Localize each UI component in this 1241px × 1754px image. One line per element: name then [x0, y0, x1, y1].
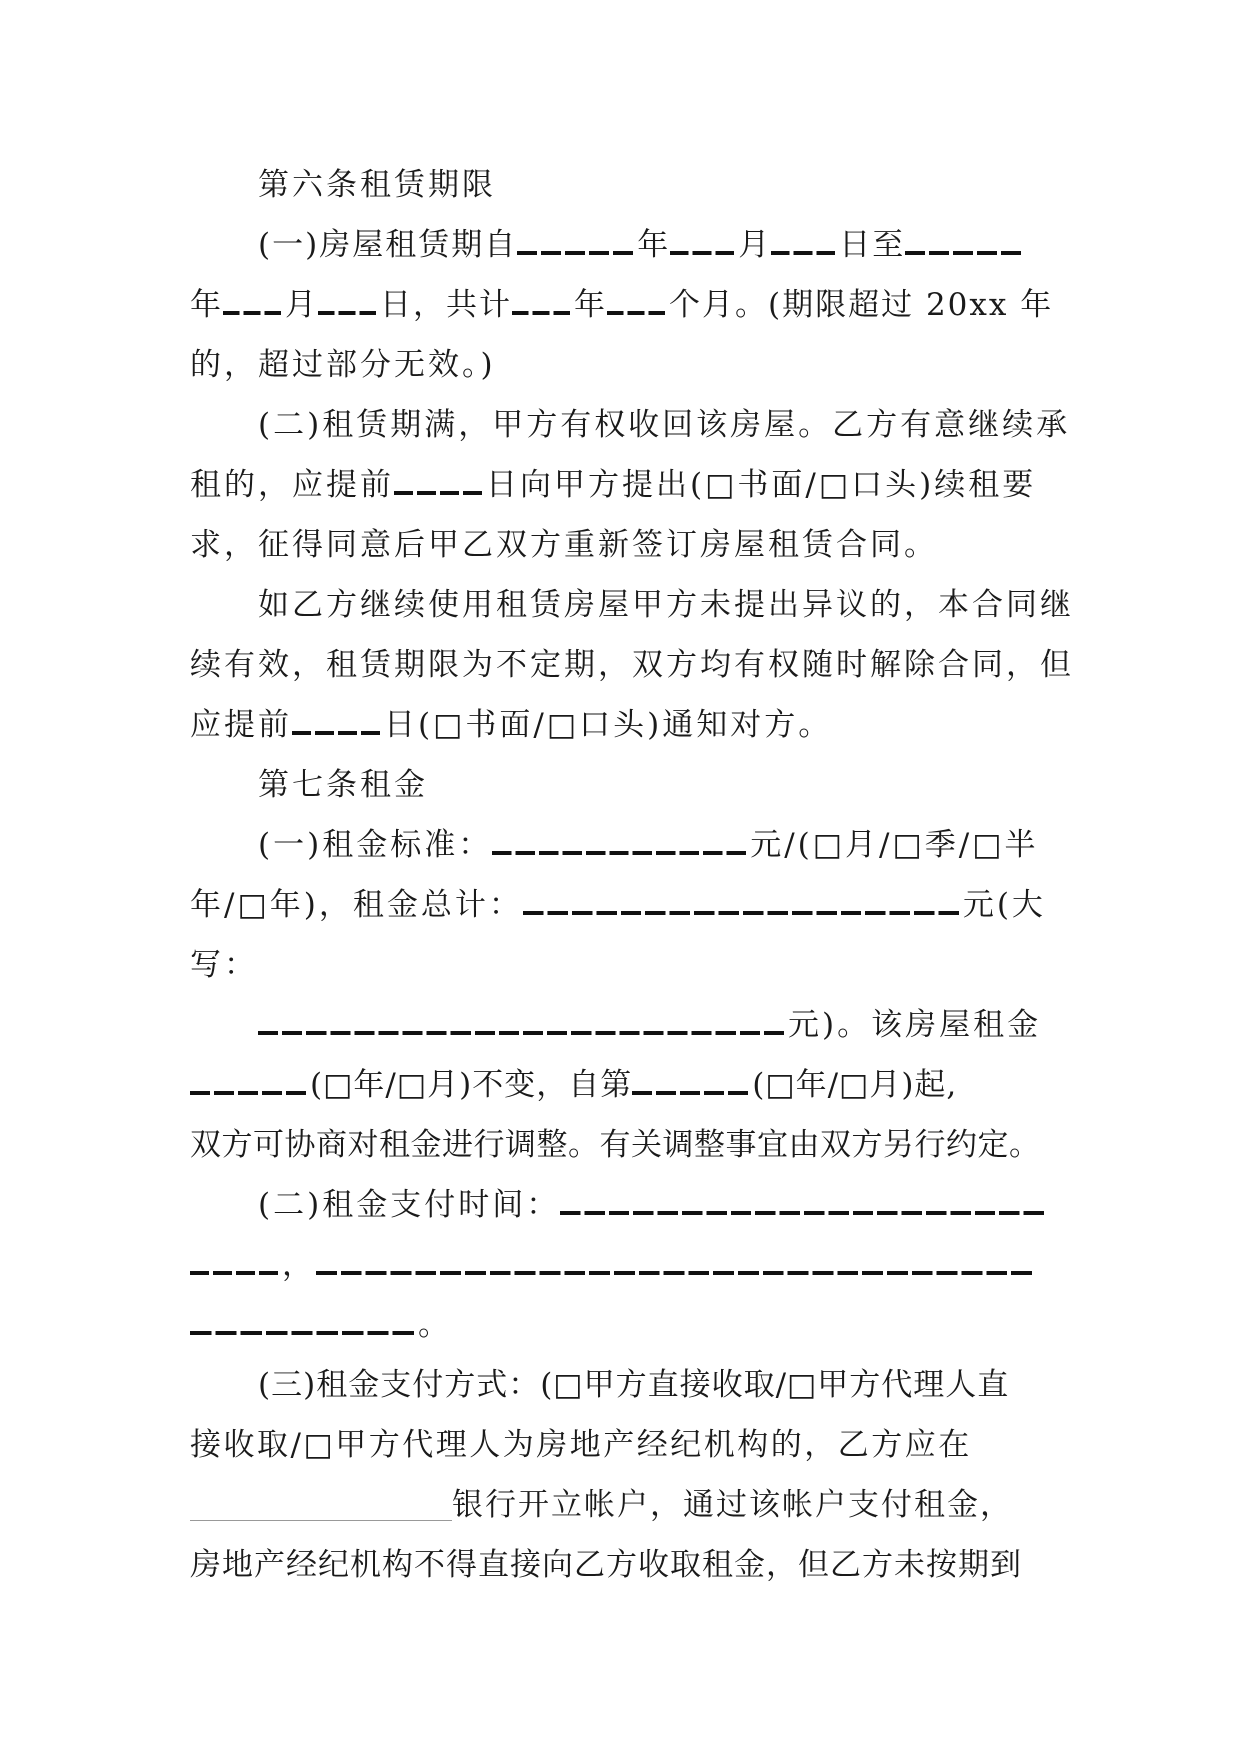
- fill-blank-bank-name[interactable]: [190, 1520, 452, 1521]
- fill-blank-termination-days[interactable]: [292, 731, 384, 735]
- fill-blank-rent-total[interactable]: [523, 911, 963, 915]
- article-7-clause-1-line-5: [190, 1060, 1050, 1110]
- article-7-clause-1-line-2: [190, 880, 1050, 930]
- article-7-clause-2-line-3: [190, 1300, 1050, 1350]
- clause-text: 年: [637, 227, 671, 263]
- fill-blank-rent-adjust-from[interactable]: [632, 1091, 752, 1095]
- clause-text: 元)。该房屋租金: [788, 1007, 1042, 1043]
- fill-blank-payment-time-end[interactable]: [190, 1331, 418, 1335]
- fill-blank-total-years[interactable]: [512, 311, 574, 315]
- clause-text: 日，共计: [380, 287, 512, 323]
- article-7-clause-3-line-1: [258, 1360, 1050, 1410]
- article-7-clause-2-line-1: [258, 1180, 1050, 1230]
- article-6-para-3-line-2: [190, 640, 1074, 690]
- article-6-clause-2-line-2: [190, 460, 1050, 510]
- clause-text: 续有效，租赁期限为不定期，双方均有权随时解除合同，但: [190, 647, 1074, 683]
- article-7-clause-1-line-1: [258, 820, 1050, 870]
- clause-text: 月: [738, 227, 772, 263]
- clause-text: (二)租赁期满，甲方有权收回该房屋。乙方有意继续承: [258, 407, 1071, 443]
- heading-text: 第六条租赁期限: [258, 167, 496, 203]
- fill-blank-payment-time-cont[interactable]: [190, 1271, 282, 1275]
- clause-text: 写：: [190, 947, 258, 983]
- fill-blank-day[interactable]: [771, 251, 839, 255]
- fill-blank-payment-time[interactable]: [560, 1211, 1048, 1215]
- article-7-clause-3-line-4: [190, 1540, 1050, 1590]
- article-7-clause-1-line-4: [258, 1000, 1050, 1050]
- clause-text: (□年/□月)不变，自第: [310, 1067, 633, 1103]
- article-6-clause-2-line-3: [190, 520, 1050, 570]
- fill-blank-end-month[interactable]: [223, 311, 285, 315]
- article-7-clause-1-line-6: [190, 1120, 1050, 1170]
- clause-text: 年: [190, 287, 223, 323]
- clause-text: 日(□书面/□口头)通知对方。: [384, 707, 833, 743]
- article-7-clause-2-line-2: [190, 1240, 1050, 1290]
- clause-text: 。: [418, 1307, 452, 1343]
- fill-blank-total-months[interactable]: [607, 311, 669, 315]
- fill-blank-year[interactable]: [517, 251, 637, 255]
- clause-text: 日向甲方提出(□书面/□口头)续租要: [486, 467, 1037, 503]
- clause-text: 双方可协商对租金进行调整。有关调整事宜由双方另行约定。: [190, 1127, 1041, 1163]
- article-6-clause-2-line-1: [258, 400, 1071, 450]
- fill-blank-payment-time-detail[interactable]: [316, 1271, 1036, 1275]
- fill-blank-month[interactable]: [670, 251, 738, 255]
- clause-text: 日至: [839, 227, 906, 263]
- article-7-clause-1-line-3: [190, 940, 1050, 990]
- clause-text: 应提前: [190, 707, 292, 743]
- heading-text: 第七条租金: [258, 767, 428, 803]
- clause-text: (三)租金支付方式：(□甲方直接收取/□甲方代理人直: [258, 1367, 1010, 1403]
- clause-text: ，: [282, 1247, 316, 1283]
- article-7-clause-3-line-2: [190, 1420, 1050, 1470]
- fill-blank-rent-standard[interactable]: [492, 851, 750, 855]
- clause-text: 年: [574, 287, 607, 323]
- clause-text: 房地产经纪机构不得直接向乙方收取租金，但乙方未按期到: [190, 1547, 1022, 1583]
- article-6-para-3-line-3: [190, 700, 1050, 750]
- clause-text: 银行开立帐户，通过该帐户支付租金，: [452, 1487, 1013, 1523]
- article-6-heading: [258, 160, 1050, 210]
- clause-text: 元(大: [962, 887, 1046, 923]
- fill-blank-end-day[interactable]: [318, 311, 380, 315]
- clause-text: 的，超过部分无效。): [190, 347, 496, 383]
- clause-text: 如乙方继续使用租赁房屋甲方未提出异议的，本合同继: [258, 587, 1074, 623]
- clause-text: 个月。(期限超过 20xx 年: [669, 287, 1054, 323]
- clause-text: 月: [285, 287, 318, 323]
- fill-blank-notice-days[interactable]: [394, 491, 486, 495]
- article-6-clause-1-line-1: [258, 220, 1050, 270]
- clause-text: 租的，应提前: [190, 467, 394, 503]
- clause-text: 元/(□月/□季/□半: [750, 827, 1039, 863]
- clause-text: 年/□年)，租金总计：: [190, 887, 523, 923]
- article-7-heading: [258, 760, 1050, 810]
- article-7-clause-3-line-3: [190, 1480, 1050, 1530]
- article-6-clause-1-line-3: [190, 340, 1050, 390]
- clause-text: (一)房屋租赁期自: [258, 227, 518, 263]
- fill-blank-end-year[interactable]: [905, 251, 1025, 255]
- clause-text: (□年/□月)起,: [752, 1067, 958, 1103]
- clause-text: 接收取/□甲方代理人为房地产经纪机构的，乙方应在: [190, 1427, 972, 1463]
- article-6-para-3-line-1: [258, 580, 1074, 630]
- fill-blank-rent-total-uppercase[interactable]: [258, 1031, 788, 1035]
- clause-text: (一)租金标准：: [258, 827, 493, 863]
- article-6-clause-1-line-2: [190, 280, 1054, 330]
- clause-text: 求，征得同意后甲乙双方重新签订房屋租赁合同。: [190, 527, 938, 563]
- fill-blank-rent-fixed-period[interactable]: [190, 1091, 310, 1095]
- clause-text: (二)租金支付时间：: [258, 1187, 561, 1223]
